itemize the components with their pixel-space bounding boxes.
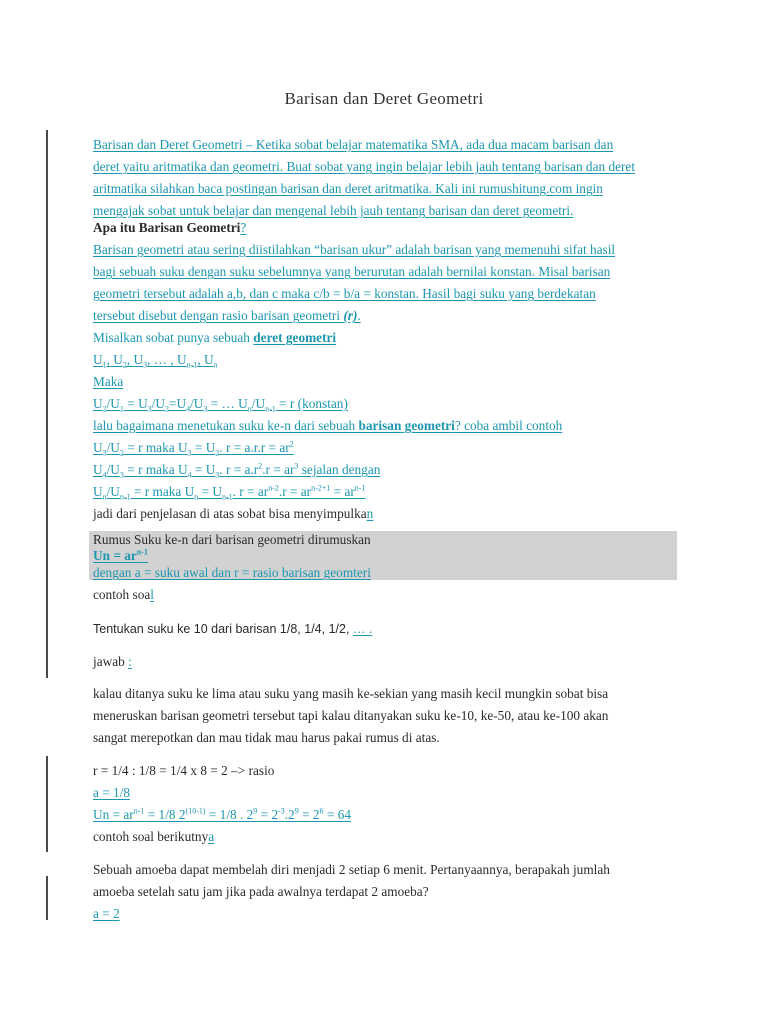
explanation-line: kalau ditanya suku ke lima atau suku yang masih ke-sekian yang masih kecil mungkin sobat bisa [93, 686, 609, 701]
deriv-part: = U [191, 440, 216, 455]
ratio-part: = r (konstan) [275, 396, 348, 411]
problem-link[interactable]: … . [352, 622, 373, 636]
deriv-sup: n-2+1 [311, 483, 331, 493]
un-part: = 1/8 . 2 [205, 807, 254, 822]
intro-line[interactable]: deret yaitu aritmatika dan geometri. Buat sobat yang ingin belajar lebih jauh tentang barisan dan deret [93, 159, 636, 174]
deriv-part: /U [106, 440, 120, 455]
deriv-part: . r = a.r.r = ar [219, 440, 290, 455]
conclusion-line [93, 505, 373, 523]
deriv-sup: 3 [294, 461, 299, 471]
example-link[interactable]: l [150, 587, 154, 602]
jawab-line [93, 653, 132, 671]
problem-line [93, 620, 372, 638]
jawab-text: jawab [93, 654, 129, 669]
seq-sub: n [213, 360, 218, 370]
definition-line[interactable] [93, 307, 361, 325]
ratio-sub: 3 [147, 404, 152, 414]
ratio-line[interactable] [93, 395, 348, 413]
ratio-sub: 3 [203, 404, 208, 414]
definition-text: tersebut disebut dengan rasio barisan geometri [93, 308, 344, 323]
deriv-sub: 2 [119, 448, 124, 458]
margin-bar [46, 756, 48, 852]
seq-sub: 1 [102, 360, 107, 370]
solution-ratio: r = 1/4 : 1/8 = 1/4 x 8 = 2 –> rasio [93, 763, 275, 778]
margin-bar [46, 130, 48, 678]
ratio-sub: n-1 [265, 404, 276, 414]
un-sup: 6 [319, 806, 324, 816]
jawab-link[interactable]: : [128, 654, 132, 669]
deriv-part: sejalan dengan [298, 462, 381, 477]
un-part: .2 [284, 807, 295, 822]
deriv-part: .r = ar [262, 462, 295, 477]
deriv-sub: 2 [215, 448, 220, 458]
definition-line[interactable]: bagi sebuah suku dengan suku sebelumnya yang berurutan adalah bernilai konstan. Misal barisan [93, 264, 611, 279]
ratio-sub: 2 [102, 404, 107, 414]
misalkan-text: Misalkan sobat punya sebuah [93, 330, 254, 345]
seq-part: , U [126, 352, 144, 367]
seq-part: , U [106, 352, 123, 367]
example-text: contoh soal berikutny [93, 829, 209, 844]
deriv-sup: n-2 [268, 483, 279, 493]
intro-line[interactable]: Barisan dan Deret Geometri – Ketika sobat belajar matematika SMA, ada dua macam barisan dan [93, 137, 614, 152]
deriv-part: = r maka U [130, 484, 195, 499]
deriv-part: = r maka U [123, 440, 188, 455]
solution-a[interactable]: a = 1/8 [93, 785, 131, 800]
problem2-line: Sebuah amoeba dapat membelah diri menjadi 2 setiap 6 menit. Pertanyaannya, berapakah jumlah [93, 862, 610, 877]
formula-line[interactable] [93, 547, 148, 565]
un-part: = 2 [257, 807, 279, 822]
conclusion-text: jadi dari penjelasan di atas sobat bisa menyimpulka [93, 506, 367, 521]
answer-line[interactable]: a = 2 [93, 906, 120, 921]
intro-line[interactable]: aritmatika silahkan baca postingan barisan dan deret aritmatika. Kali ini rumushitung.com ingin [93, 181, 603, 196]
deriv-part: U [93, 462, 103, 477]
seq-part: , … , U [147, 352, 187, 367]
ratio-part: = U [123, 396, 148, 411]
example-label [93, 828, 214, 846]
deriv-sub: 3 [119, 470, 124, 480]
deriv-part: /U [106, 462, 120, 477]
deriv-sup: 2 [289, 439, 294, 449]
seq-part: U [93, 352, 103, 367]
definition-end: . [357, 308, 361, 323]
ratio-sub: 1 [119, 404, 124, 414]
ratio-part: =U [168, 396, 187, 411]
section-heading [93, 219, 246, 237]
deriv-part: .r = ar [278, 484, 312, 499]
deriv-sub: 4 [102, 470, 107, 480]
deriv-sub: 3 [187, 448, 192, 458]
ratio-sub: n [247, 404, 252, 414]
deriv-sub: n-1 [119, 492, 131, 502]
problem-text: Tentukan suku ke 10 dari barisan 1/8, 1/4, 1/2, [93, 622, 353, 636]
deriv-sub: n [194, 492, 199, 502]
sequence-line[interactable] [93, 351, 218, 369]
deriv-part: = U [191, 462, 216, 477]
ratio-part: /U [251, 396, 266, 411]
definition-line[interactable]: geometri tersebut adalah a,b, dan c maka c/b = b/a = konstan. Hasil bagi suku yang berdekatan [93, 286, 596, 301]
explanation-line: sangat merepotkan dan mau tidak mau harus pakai rumus di atas. [93, 730, 440, 745]
derivation-line[interactable] [93, 439, 294, 457]
maka-line[interactable]: Maka [93, 374, 124, 389]
deriv-sup: 2 [258, 461, 263, 471]
un-sup: (10-1) [185, 806, 206, 816]
formula-heading: Rumus Suku ke-n dari barisan geometri dirumuskan [93, 532, 371, 547]
deriv-sub: 3 [102, 448, 107, 458]
deriv-sub: n-1 [221, 492, 233, 502]
question-text: lalu bagaimana menetukan suku ke-n dari sebuah [93, 418, 359, 433]
seq-sub: 3 [143, 360, 148, 370]
deriv-part: . r = ar [232, 484, 269, 499]
seq-sub: n-1 [186, 360, 198, 370]
un-part: Un = ar [93, 807, 134, 822]
formula-text: Un = ar [93, 548, 137, 563]
un-part: = 64 [323, 807, 351, 822]
deret-geometri-link[interactable]: deret geometri [253, 330, 337, 345]
deriv-part: = r maka U [123, 462, 188, 477]
deriv-sub: 3 [215, 470, 220, 480]
un-part: = 1/8 2 [144, 807, 186, 822]
ratio-symbol: (r) [343, 308, 358, 323]
ratio-part: /U [106, 396, 120, 411]
un-sup: 9 [253, 806, 258, 816]
deriv-sub: n [102, 492, 107, 502]
derivation-line[interactable] [93, 461, 380, 479]
deriv-part: = U [198, 484, 222, 499]
ratio-part: = … U [207, 396, 248, 411]
intro-line[interactable]: mengajak sobat untuk belajar dan mengenal lebih jauh tentang barisan dan deret geometri. [93, 203, 574, 218]
deriv-sub: 4 [187, 470, 192, 480]
page-title: Barisan dan Deret Geometri [284, 89, 484, 108]
deriv-part: . r = a.r [219, 462, 259, 477]
example-text: contoh soa [93, 587, 151, 602]
deriv-part: /U [106, 484, 120, 499]
ratio-part: /U [190, 396, 204, 411]
conclusion-link[interactable]: n [366, 506, 374, 521]
deriv-part: = ar [330, 484, 355, 499]
deriv-part: U [93, 484, 103, 499]
problem2-line: amoeba setelah satu jam jika pada awalnya terdapat 2 amoeba? [93, 884, 429, 899]
question-line[interactable] [93, 417, 562, 435]
example-link[interactable]: a [208, 829, 215, 844]
ratio-sub: 2 [164, 404, 169, 414]
heading-text: Apa itu Barisan Geometri [93, 220, 241, 235]
margin-bar [46, 876, 48, 920]
formula-legend[interactable]: dengan a = suku awal dan r = rasio barisan geomteri [93, 565, 371, 580]
deriv-sup: n-1 [354, 483, 366, 493]
question-end: ? coba ambil contoh [454, 418, 563, 433]
barisan-geometri-link[interactable]: barisan geometri [358, 418, 455, 433]
heading-link[interactable]: ? [240, 220, 247, 235]
misalkan-line[interactable] [93, 329, 336, 347]
un-sup: n-1 [133, 806, 145, 816]
explanation-line: meneruskan barisan geometri tersebut tapi kalau ditanyakan suku ke-10, ke-50, atau ke-100 akan [93, 708, 609, 723]
definition-line[interactable]: Barisan geometri atau sering diistilahkan “barisan ukur” adalah barisan yang memenuhi sifat hasil [93, 242, 616, 257]
derivation-line[interactable] [93, 483, 365, 501]
un-sup: -3 [278, 806, 285, 816]
un-part: = 2 [298, 807, 320, 822]
example-label [93, 586, 154, 604]
seq-sub: 2 [122, 360, 127, 370]
ratio-part: U [93, 396, 103, 411]
ratio-sub: 4 [186, 404, 191, 414]
solution-un[interactable] [93, 806, 351, 824]
deriv-part: U [93, 440, 103, 455]
ratio-part: /U [151, 396, 165, 411]
formula-sup: n-1 [136, 547, 148, 557]
seq-part: , U [197, 352, 214, 367]
un-sup: 9 [294, 806, 299, 816]
